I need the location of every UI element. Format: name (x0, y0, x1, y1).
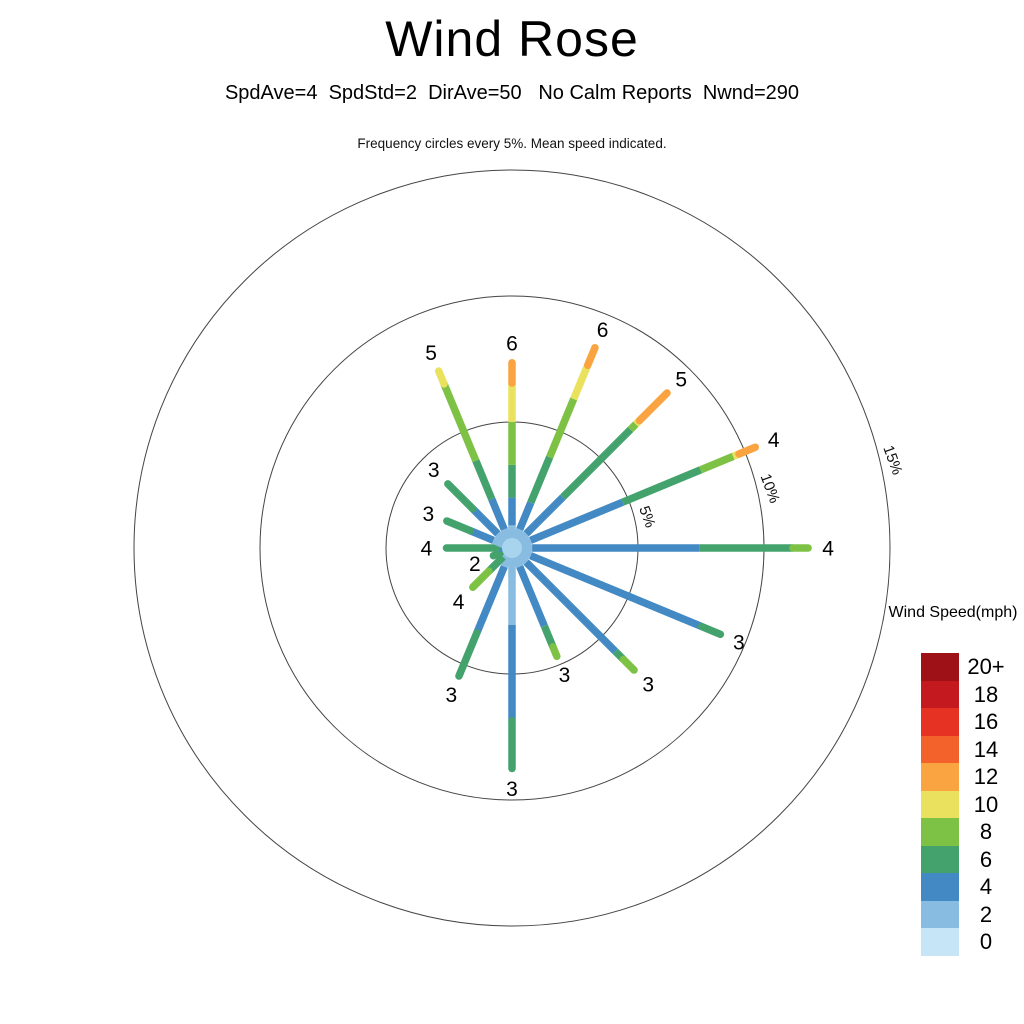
spoke-mean-speed-label-WNW: 3 (422, 502, 435, 526)
spoke-NNE-bin-12 (588, 348, 595, 365)
legend-label-14: 14 (973, 736, 999, 762)
spoke-SW (453, 548, 512, 614)
legend-row-4 (921, 873, 1024, 901)
legend-swatch-10 (921, 791, 959, 819)
legend-swatch-18 (921, 681, 959, 709)
legend-swatch-6 (921, 846, 959, 874)
legend-swatch-12 (921, 763, 959, 791)
ring-label-5%: 5% (635, 503, 659, 530)
spoke-mean-speed-label-NE: 5 (675, 368, 688, 392)
spoke-NNE-bin-6 (531, 457, 550, 502)
spoke-mean-speed-label-N: 6 (506, 332, 518, 356)
spoke-SE (512, 548, 654, 697)
legend-row-2 (921, 901, 1024, 929)
wind-speed-legend (878, 604, 1024, 956)
spoke-NE-bin-6 (563, 430, 631, 498)
spoke-S (506, 548, 518, 801)
legend-label-2: 2 (979, 901, 993, 927)
legend-swatch-0 (921, 928, 959, 956)
spoke-NNW-bin-8 (444, 384, 476, 461)
legend-row-16 (921, 708, 1024, 736)
chart-note: Frequency circles every 5%. Mean speed indicated. (357, 136, 667, 151)
legend-swatch-16 (921, 708, 959, 736)
legend-title: Wind Speed(mph) (888, 604, 1018, 621)
spoke-mean-speed-label-ENE: 4 (767, 429, 780, 453)
legend-rows (921, 653, 1024, 956)
legend-label-8: 8 (979, 819, 993, 844)
spoke-NW-bin-6 (448, 484, 473, 509)
rose-center (502, 538, 522, 558)
legend-label-10: 10 (973, 791, 999, 817)
spoke-WNW-bin-6 (447, 521, 470, 531)
spoke-mean-speed-label-NNW: 5 (425, 342, 437, 366)
chart-subtitle: SpdAve=4 SpdStd=2 DirAve=50 No Calm Reports Nwnd=290 (224, 82, 800, 104)
spoke-NNE-bin-4 (520, 503, 531, 530)
legend-label-20+: 20+ (967, 654, 1005, 679)
ring-label-10%: 10% (756, 471, 783, 506)
legend-row-18 (921, 681, 1024, 709)
spoke-NE-bin-12 (639, 393, 667, 421)
legend-row-6 (921, 846, 1024, 874)
spoke-NNW-bin-10 (439, 371, 444, 384)
legend-swatch-8 (921, 818, 959, 846)
legend-label-4: 4 (979, 874, 993, 899)
spoke-mean-speed-label-ESE: 3 (733, 631, 745, 655)
ring-label-15%: 15% (879, 443, 906, 478)
spoke-ENE-bin-4 (531, 502, 623, 540)
spoke-ENE-bin-12 (739, 447, 755, 454)
spoke-ESE-bin-6 (702, 627, 721, 635)
spoke-N (506, 332, 518, 548)
spoke-mean-speed-label-E: 4 (822, 537, 834, 561)
chart-title: Wind Rose (385, 11, 639, 67)
spoke-SSW-bin-6 (459, 633, 477, 676)
spoke-mean-speed-label-S: 3 (506, 778, 518, 801)
legend-swatch-14 (921, 736, 959, 764)
spoke-E (512, 538, 834, 561)
spoke-ENE-bin-6 (623, 470, 701, 502)
legend-label-12: 12 (973, 764, 999, 789)
legend-label-18: 18 (973, 681, 999, 707)
spoke-mean-speed-label-SW: 4 (452, 590, 465, 614)
legend-row-10 (921, 791, 1024, 819)
spoke-WSW-bin-6 (493, 553, 500, 556)
spoke-NNW-bin-6 (476, 461, 492, 499)
legend-swatch-20+ (921, 653, 959, 681)
spoke-mean-speed-label-W: 4 (420, 537, 433, 561)
spoke-NE-bin-8 (630, 424, 635, 429)
spoke-SSE-bin-8 (553, 647, 557, 656)
legend-label-16: 16 (973, 709, 999, 734)
legend-row-20+ (921, 653, 1024, 681)
spoke-WNW-bin-4 (470, 531, 493, 541)
legend-row-8 (921, 818, 1024, 846)
spoke-NNW (425, 342, 512, 548)
legend-label-6: 6 (979, 846, 993, 872)
legend-row-0 (921, 928, 1024, 956)
legend-row-14 (921, 736, 1024, 764)
spoke-SE-bin-8 (623, 659, 634, 670)
spoke-mean-speed-label-SSW: 3 (445, 684, 458, 708)
spoke-NNE-bin-10 (574, 365, 588, 399)
legend-swatch-4 (921, 873, 959, 901)
spoke-mean-speed-label-WSW: 2 (469, 552, 481, 576)
spoke-mean-speed-label-SE: 3 (642, 673, 655, 697)
legend-swatch-2 (921, 901, 959, 929)
spoke-NNE-bin-8 (550, 399, 574, 457)
spoke-mean-speed-label-NNE: 6 (596, 318, 609, 342)
legend-row-12 (921, 763, 1024, 791)
spoke-mean-speed-label-SSE: 3 (558, 664, 571, 688)
spoke-mean-speed-label-NW: 3 (427, 459, 440, 483)
legend-label-0: 0 (979, 929, 993, 954)
spoke-NE (512, 368, 687, 548)
spoke-NW (428, 459, 512, 548)
spoke-ENE-bin-8 (701, 456, 734, 470)
